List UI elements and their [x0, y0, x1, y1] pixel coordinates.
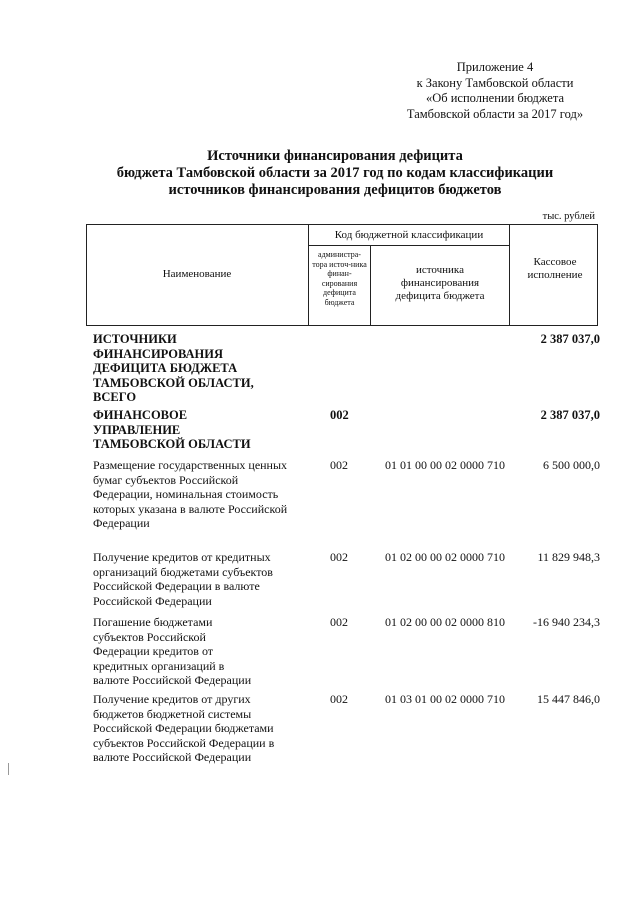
row-source-code: 01 03 01 00 02 0000 710: [385, 692, 505, 706]
row-admin-code: 002: [330, 408, 349, 422]
header-administrator: администра-тора источ-ника финан-сирования дефицита бюджета: [312, 250, 367, 307]
row-amount: 15 447 846,0: [537, 692, 600, 706]
row-source-code: 01 01 00 00 02 0000 710: [385, 458, 505, 472]
row-admin-code: 002: [330, 692, 348, 706]
header-name: Наименование: [162, 268, 232, 280]
header-code-group: Код бюджетной классификации: [334, 229, 484, 241]
title-line-2: бюджета Тамбовской области за 2017 год по кодам классификации: [116, 165, 554, 181]
appendix-line-1: Приложение 4: [456, 60, 534, 74]
appendix-line-3: «Об исполнении бюджета: [425, 91, 565, 105]
document-title: [60, 148, 610, 199]
row-amount: 2 387 037,0: [540, 332, 600, 346]
row-source-code: 01 02 00 00 02 0000 710: [385, 550, 505, 564]
title-line-3: источников финансирования дефицитов бюджетов: [168, 182, 502, 198]
appendix-line-2: к Закону Тамбовской области: [416, 75, 574, 90]
row-source-code: 01 02 00 00 02 0000 810: [385, 615, 505, 629]
row-admin-code: 002: [330, 615, 348, 629]
row-name: Размещение государственных ценных бумаг субъектов Российской Федерации, номинальная стоимость которых указана в валюте Российской Федерации: [93, 458, 288, 530]
row-amount: 2 387 037,0: [540, 408, 600, 422]
units-label: тыс. рублей: [542, 211, 595, 222]
row-amount: 6 500 000,0: [543, 458, 600, 472]
appendix-note: [380, 60, 610, 122]
title-line-1: Источники финансирования дефицита: [207, 148, 463, 164]
scan-mark: [8, 763, 9, 775]
row-name: ИСТОЧНИКИ ФИНАНСИРОВАНИЯ ДЕФИЦИТА БЮДЖЕТА ТАМБОВСКОЙ ОБЛАСТИ, ВСЕГО: [93, 332, 254, 404]
row-name: Получение кредитов от кредитных организаций бюджетами субъектов Российской Федерации в валюте Российской Федерации: [93, 550, 273, 608]
header-source: источника финансирования дефицита бюджета: [395, 264, 485, 302]
row-name: ФИНАНСОВОЕ УПРАВЛЕНИЕ ТАМБОВСКОЙ ОБЛАСТИ: [93, 408, 251, 451]
header-amount: Кассовое исполнение: [527, 256, 583, 281]
row-admin-code: 002: [330, 458, 348, 472]
table-header: [86, 224, 598, 326]
row-admin-code: 002: [330, 550, 348, 564]
row-amount: -16 940 234,3: [533, 615, 600, 629]
row-name: Получение кредитов от других бюджетов бюджетной системы Российской Федерации бюджетами субъектов Российской Федерации в валюте Российской Федерации: [93, 692, 275, 764]
appendix-line-4: Тамбовской области за 2017 год»: [406, 106, 584, 121]
row-name: Погашение бюджетами субъектов Российской Федерации кредитов от кредитных организаций в валюте Российской Федерации: [93, 615, 252, 687]
row-amount: 11 829 948,3: [537, 550, 600, 564]
